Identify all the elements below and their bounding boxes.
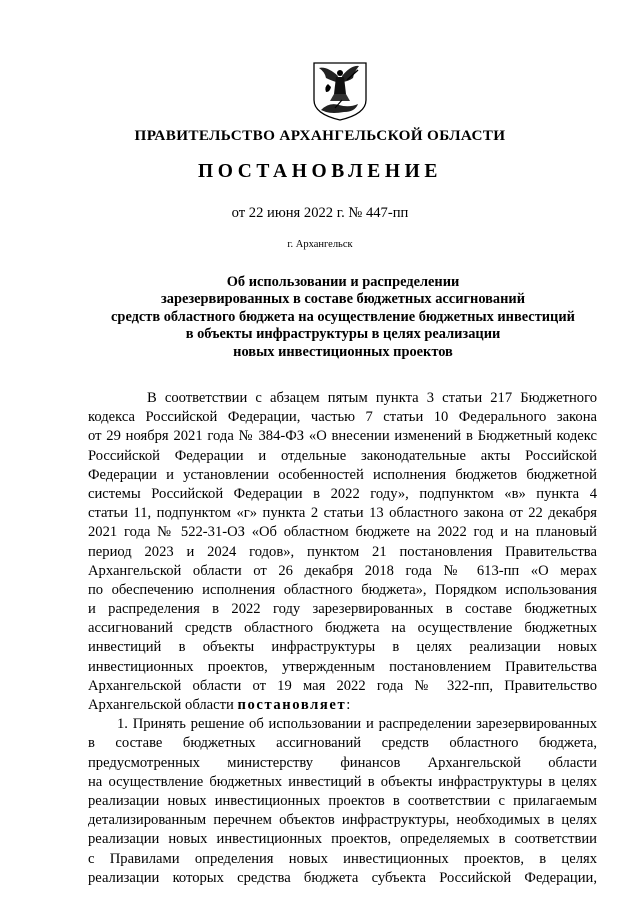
title-line: зарезервированных в составе бюджетных ассигнований xyxy=(161,291,525,308)
document-city: г. Архангельск xyxy=(287,239,353,250)
decree-word: постановляет xyxy=(237,697,347,713)
body-line: по обеспечению исполнения областного бюджета», Порядком использования xyxy=(88,581,597,598)
body-line: статьи 11, подпунктом «г» пункта 2 статьи 13 областного закона от 22 декабря xyxy=(88,505,597,522)
decree-lead: Архангельской области xyxy=(88,697,234,713)
body-line: Архангельской области от 19 мая 2022 года № 322-пп, Правительство xyxy=(88,677,597,694)
body-line: период 2023 и 2024 годов», пунктом 21 постановления Правительства xyxy=(88,543,597,560)
decree-colon: : xyxy=(346,697,351,713)
title-line: в объекты инфраструктуры в целях реализации xyxy=(185,326,501,343)
body-line: кодекса Российской Федерации, частью 7 статьи 10 Федерального закона xyxy=(88,409,597,426)
item1-line: реализации новых инвестиционных проектов в соответствии с прилагаемым xyxy=(88,792,597,809)
title-line: новых инвестиционных проектов xyxy=(233,343,453,360)
body-line: 2021 года № 522-31-ОЗ «Об областном бюджете на 2022 год и на плановый xyxy=(88,524,597,541)
body-line: от 29 ноября 2021 года № 384-ФЗ «О внесении изменений в Бюджетный кодекс xyxy=(88,428,597,445)
body-line: В соответствии с абзацем пятым пункта 3 статьи 217 Бюджетного xyxy=(147,390,597,406)
body-line: Федерации и установлении особенностей исполнения бюджетов бюджетной xyxy=(88,466,597,483)
body-line: и распределения в 2022 году зарезервированных в составе бюджетных xyxy=(88,601,597,618)
body-line: Российской Федерации и отдельные законодательные акты Российской xyxy=(88,447,597,464)
decree-line xyxy=(88,696,597,715)
body-line: инвестиций в объекты инфраструктуры в целях реализации новых xyxy=(88,639,597,656)
body-line: системы Российской Федерации в 2022 году», подпунктом «в» пункта 4 xyxy=(88,485,597,502)
item1-line: предусмотренных министерству финансов Архангельской области xyxy=(88,754,597,771)
document-type: ПОСТАНОВЛЕНИЕ xyxy=(197,161,443,182)
document-body xyxy=(88,389,597,888)
item1-line: в составе бюджетных ассигнований средств областного бюджета, xyxy=(88,735,597,752)
body-line: ассигнований средств областного бюджета на осуществление бюджетных xyxy=(88,620,597,637)
item1-line: реализации новых инвестиционных проектов, определяемых в соответствии xyxy=(88,831,597,848)
coat-of-arms-icon xyxy=(311,60,369,122)
body-line: Архангельской области от 26 декабря 2018 года № 613-пп «О мерах xyxy=(88,562,597,579)
title-line: средств областного бюджета на осуществление бюджетных инвестиций xyxy=(111,308,575,325)
document-date-number: от 22 июня 2022 г. № 447-пп xyxy=(231,205,409,221)
item1-line: 1. Принять решение об использовании и распределении зарезервированных xyxy=(117,716,597,733)
item1-line: с Правилами определения новых инвестиционных проектов, в целях xyxy=(88,850,597,867)
document-title xyxy=(60,274,626,361)
item1-line: детализированным перечнем объектов инфраструктуры, необходимых в целях xyxy=(88,812,597,829)
title-line: Об использовании и распределении xyxy=(226,274,460,290)
government-name: ПРАВИТЕЛЬСТВО АРХАНГЕЛЬСКОЙ ОБЛАСТИ xyxy=(134,127,506,144)
item1-line: на осуществление бюджетных инвестиций в объекты инфраструктуры в целях xyxy=(88,773,597,790)
body-line: инвестиционных проектов, утвержденным постановлением Правительства xyxy=(88,658,597,675)
item1-line: реализации которых средства бюджета субъекта Российской Федерации, xyxy=(88,869,597,886)
